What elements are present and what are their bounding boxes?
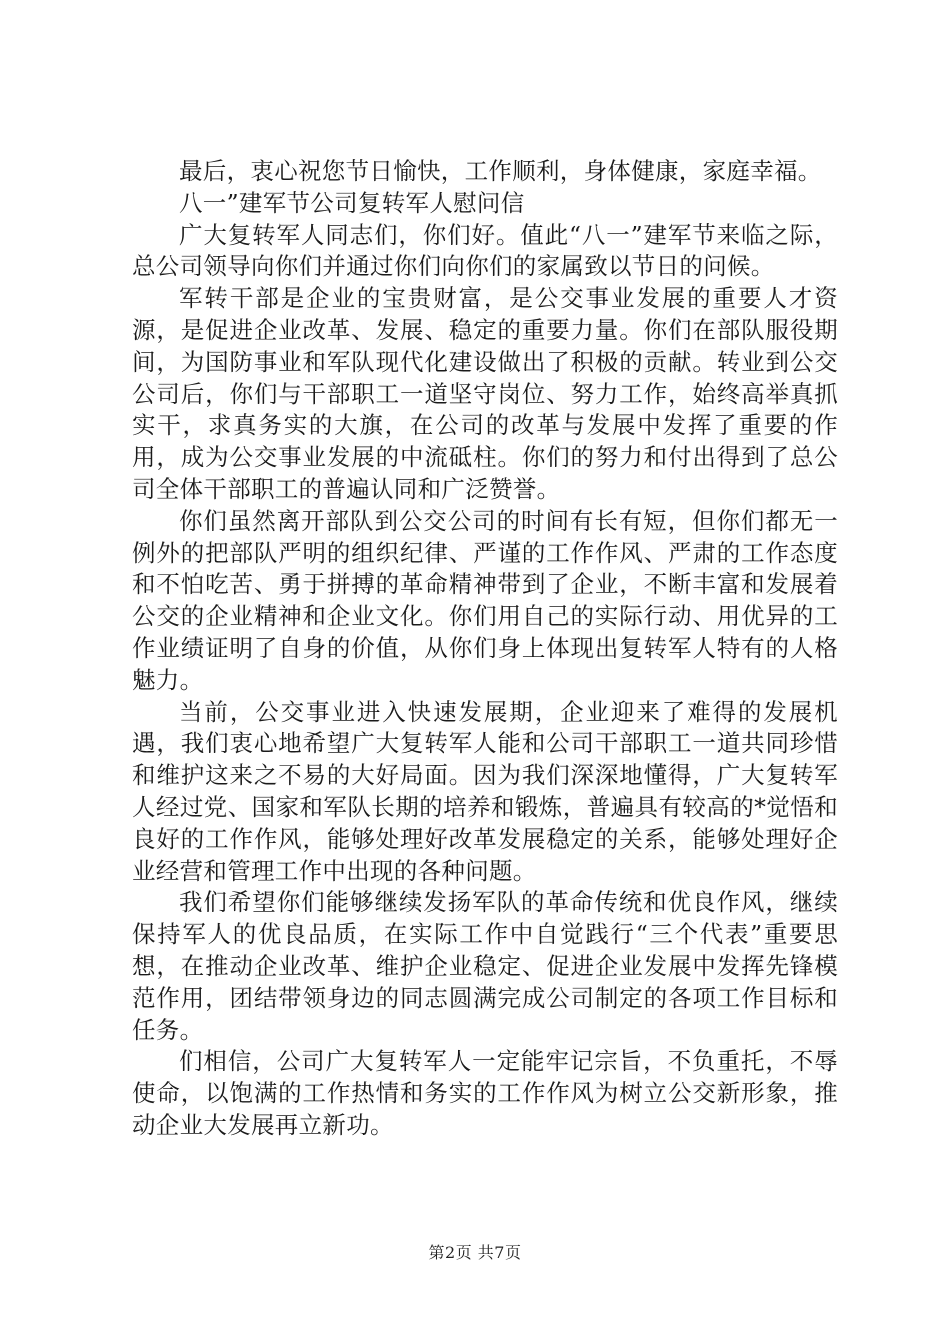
body-paragraph-1: 军转干部是企业的宝贵财富，是公交事业发展的重要人才资源，是促进企业改革、发展、稳定的重要力量。你们在部队服役期间，为国防事业和军队现代化建设做出了积极的贡献。转业到公交公司后，你们与干部职工一道坚守岗位、努力工作，始终高举真抓实干，求真务实的大旗，在公司的改革与发展中发挥了重要的作用，成为公交事业发展的中流砥柱。你们的努力和付出得到了总公司全体干部职工的普遍认同和广泛赞誉。 [132, 284, 838, 503]
document-body [132, 156, 838, 1142]
page-number-footer: 第2页 共7页 [428, 1243, 522, 1262]
closing-wishes-paragraph: 最后，衷心祝您节日愉快，工作顺利，身体健康，家庭幸福。 [179, 157, 822, 185]
body-paragraph-3: 当前，公交事业进入快速发展期，企业迎来了难得的发展机遇，我们衷心地希望广大复转军人能和公司干部职工一道共同珍惜和维护这来之不易的大好局面。因为我们深深地懂得，广大复转军人经过党、国家和军队长期的培养和锻炼，普遍具有较高的*觉悟和良好的工作作风，能够处理好改革发展稳定的关系，能够处理好企业经营和管理工作中出现的各种问题。 [132, 697, 838, 885]
letter-title: 八一”建军节公司复转军人慰问信 [179, 188, 525, 217]
body-paragraph-5: 们相信，公司广大复转军人一定能牢记宗旨，不负重托，不辱使命，以饱满的工作热情和务实的工作作风为树立公交新形象，推动企业大发展再立新功。 [132, 1047, 838, 1139]
body-paragraph-2: 你们虽然离开部队到公交公司的时间有长有短，但你们都无一例外的把部队严明的组织纪律、严谨的工作作风、严肃的工作态度和不怕吃苦、勇于拼搏的革命精神带到了企业，不断丰富和发展着公交的企业精神和企业文化。你们用自己的实际行动、用优异的工作业绩证明了自身的价值，从你们身上体现出复转军人特有的人格魅力。 [132, 506, 838, 694]
body-paragraph-4: 我们希望你们能够继续发扬军队的革命传统和优良作风，继续保持军人的优良品质，在实际工作中自觉践行“三个代表”重要思想，在推动企业改革、维护企业稳定、促进企业发展中发挥先锋模范作用，团结带领身边的同志圆满完成公司制定的各项工作目标和任务。 [132, 888, 838, 1044]
greeting-paragraph: 广大复转军人同志们，你们好。值此“八一”建军节来临之际，总公司领导向你们并通过你们向你们的家属致以节日的问候。 [132, 220, 838, 281]
